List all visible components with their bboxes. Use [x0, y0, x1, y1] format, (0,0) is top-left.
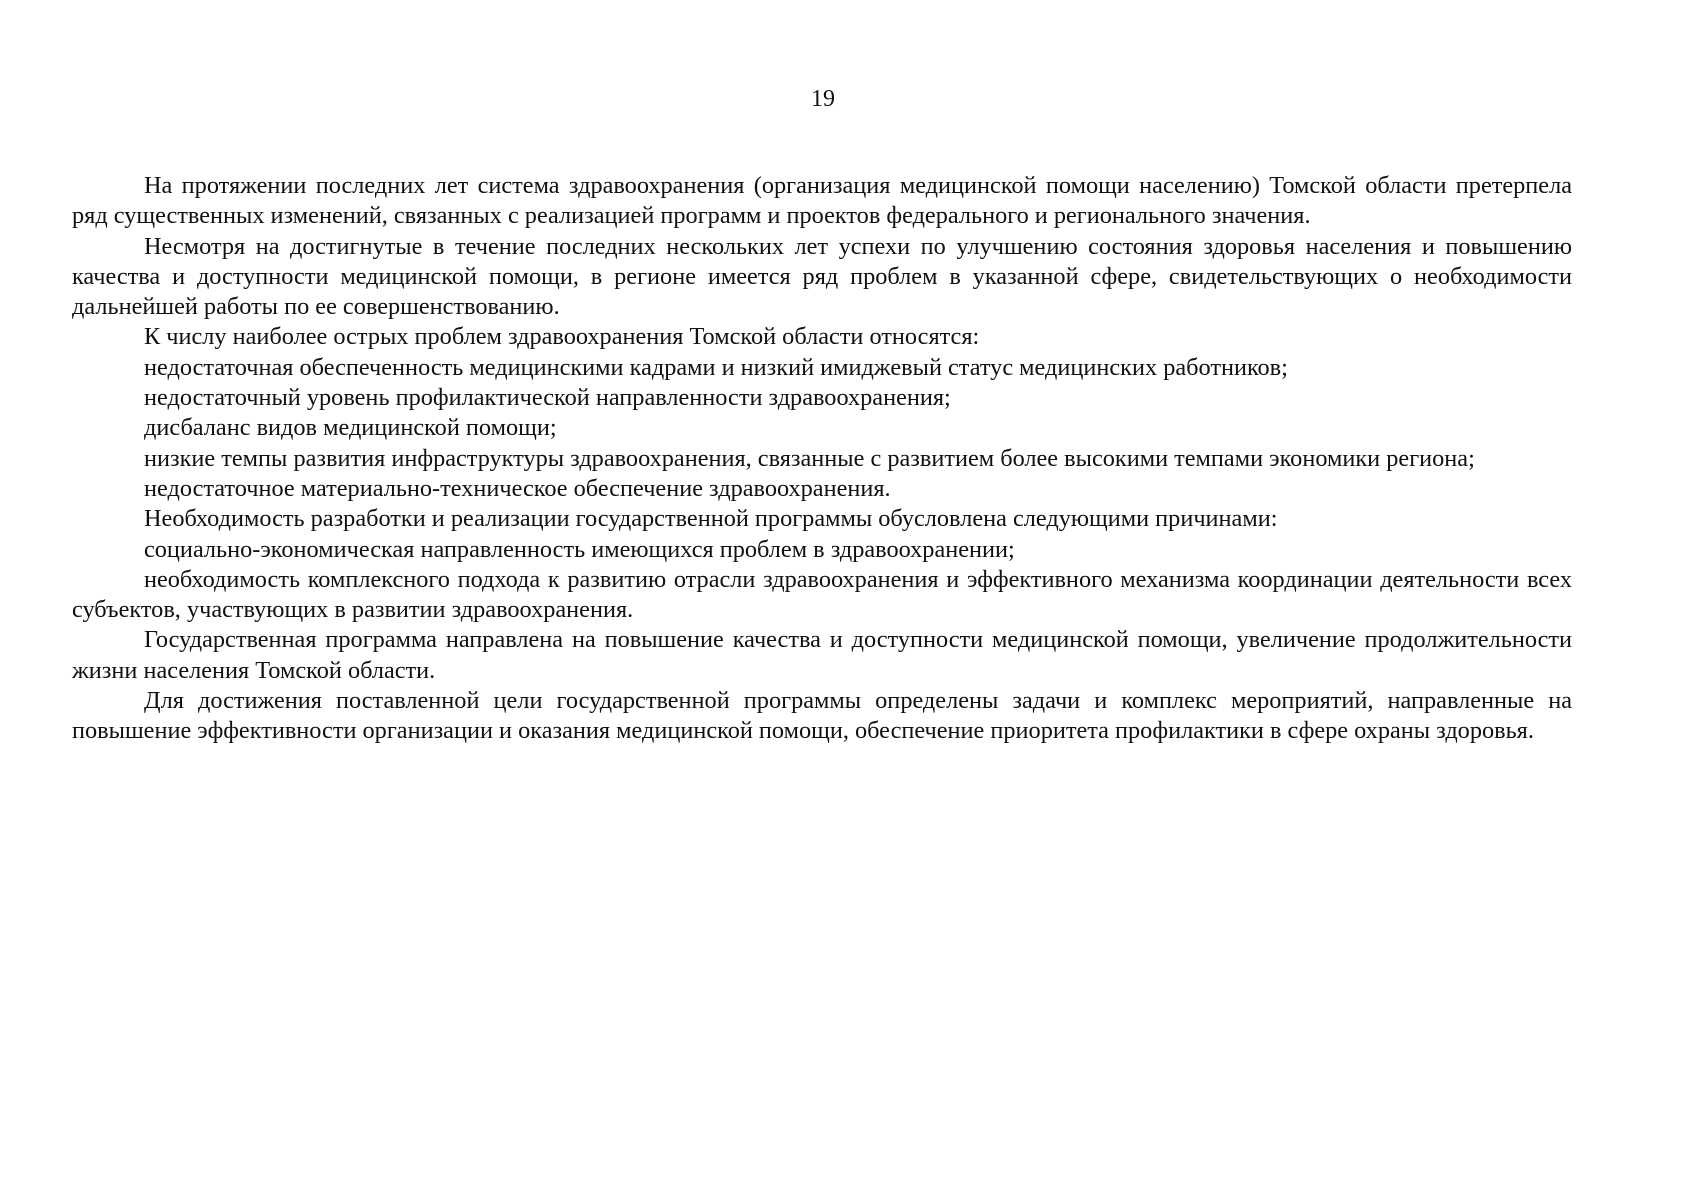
- paragraph-reasons-lead: Необходимость разработки и реализации государственной программы обусловлена следующими причинами:: [144, 505, 1278, 533]
- page-number: 19: [811, 86, 835, 112]
- paragraph-program-tasks: Для достижения поставленной цели государственной программы определены задачи и комплекс мероприятий, направленные на повышение эффективности организации и оказания медицинской помощи, обеспечение приоритета профилактики в сфере охраны здоровья.: [72, 687, 1572, 745]
- body-text: [72, 171, 1572, 747]
- paragraph-program-aim: Государственная программа направлена на повышение качества и доступности медицинской помощи, увеличение продолжительности жизни населения Томской области.: [72, 626, 1572, 684]
- paragraph-intro: На протяжении последних лет система здравоохранения (организация медицинской помощи населению) Томской области претерпела ряд существенных изменений, связанных с реализацией программ и проектов федерального и регионального значения.: [72, 172, 1572, 230]
- list-item-infrastructure: низкие темпы развития инфраструктуры здравоохранения, связанные с развитием более высокими темпами экономики региона;: [144, 444, 1475, 472]
- list-item-imbalance: дисбаланс видов медицинской помощи;: [144, 414, 557, 442]
- list-item-comprehensive-approach: необходимость комплексного подхода к развитию отрасли здравоохранения и эффективного механизма координации деятельности всех субъектов, участвующих в развитии здравоохранения.: [72, 565, 1572, 624]
- paragraph-problems-overview: Несмотря на достигнутые в течение последних нескольких лет успехи по улучшению состояния здоровья населения и повышению качества и доступности медицинской помощи, в регионе имеется ряд проблем в указанной сфере, свидетельствующих о необходимости дальнейшей работы по ее совершенствованию.: [72, 232, 1572, 321]
- list-item-socioeconomic: социально-экономическая направленность имеющихся проблем в здравоохранении;: [144, 535, 1015, 563]
- list-item-staffing: недостаточная обеспеченность медицинскими кадрами и низкий имиджевый статус медицинских работников;: [144, 353, 1288, 381]
- paragraph-problems-lead: К числу наиболее острых проблем здравоохранения Томской области относятся:: [144, 323, 980, 351]
- list-item-equipment: недостаточное материально-техническое обеспечение здравоохранения.: [144, 474, 891, 502]
- list-item-prevention: недостаточный уровень профилактической направленности здравоохранения;: [144, 384, 951, 412]
